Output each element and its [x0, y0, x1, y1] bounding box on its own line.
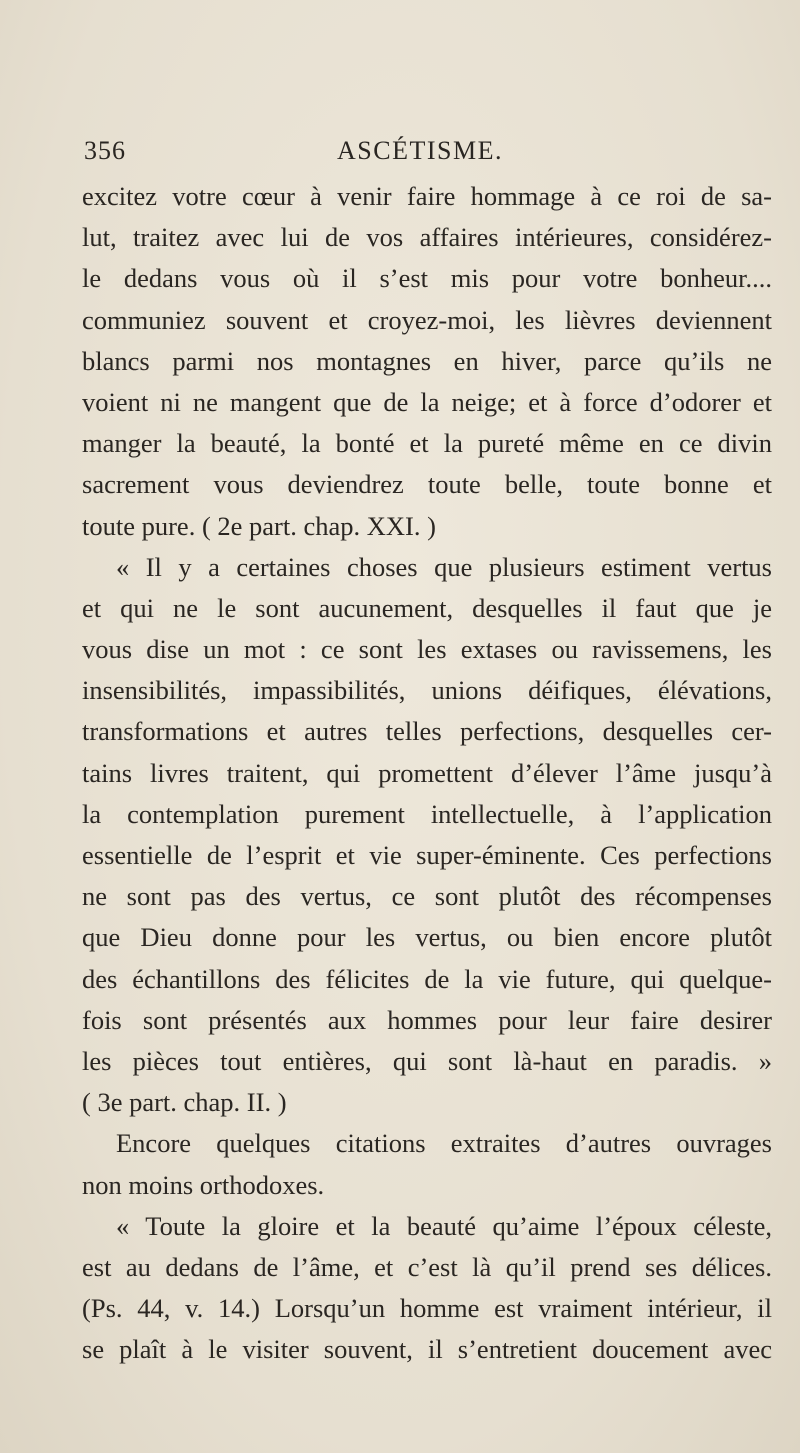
- text-line: ( 3e part. chap. II. ): [82, 1087, 287, 1118]
- text-line: des échantillons des félicites de la vie future, qui quelque-: [82, 963, 772, 994]
- text-line: (Ps. 44, v. 14.) Lorsqu’un homme est vraiment intérieur, il: [82, 1293, 772, 1324]
- page-header: [84, 136, 774, 176]
- text-line: toute pure. ( 2e part. chap. XXI. ): [82, 510, 436, 541]
- page-number: 356: [84, 136, 126, 165]
- text-line: communiez souvent et croyez-moi, les lièvres deviennent: [82, 304, 772, 335]
- text-line: et qui ne le sont aucunement, desquelles il faut que je: [82, 592, 772, 623]
- text-line: non moins orthodoxes.: [82, 1169, 325, 1200]
- text-line: transformations et autres telles perfections, desquelles cer-: [82, 716, 772, 747]
- text-line: blancs parmi nos montagnes en hiver, parce qu’ils ne: [82, 345, 772, 376]
- text-line: Encore quelques citations extraites d’autres ouvrages: [116, 1128, 772, 1159]
- text-line: vous dise un mot : ce sont les extases ou ravissemens, les: [82, 634, 772, 665]
- text-line: voient ni ne mangent que de la neige; et à force d’odorer et: [82, 386, 772, 417]
- text-line: se plaît à le visiter souvent, il s’entretient doucement avec: [82, 1334, 772, 1365]
- text-line: les pièces tout entières, qui sont là-haut en paradis. »: [82, 1045, 772, 1076]
- text-line: ne sont pas des vertus, ce sont plutôt des récompenses: [82, 881, 772, 912]
- text-line: manger la beauté, la bonté et la pureté même en ce divin: [82, 428, 772, 459]
- text-line: sacrement vous deviendrez toute belle, toute bonne et: [82, 469, 772, 500]
- text-line: est au dedans de l’âme, et c’est là qu’il prend ses délices.: [82, 1251, 772, 1282]
- text-line: essentielle de l’esprit et vie super-éminente. Ces perfections: [82, 840, 772, 870]
- text-line: « Il y a certaines choses que plusieurs estiment vertus: [116, 551, 772, 582]
- text-line: insensibilités, impassibilités, unions déifiques, élévations,: [82, 675, 772, 706]
- text-line: la contemplation purement intellectuelle, à l’application: [82, 798, 772, 829]
- running-head: ASCÉTISME.: [337, 136, 503, 165]
- text-line: que Dieu donne pour les vertus, ou bien encore plutôt: [82, 922, 772, 953]
- text-line: fois sont présentés aux hommes pour leur faire desirer: [82, 1004, 772, 1035]
- text-line: lut, traitez avec lui de vos affaires intérieures, considérez-: [82, 222, 772, 253]
- text-line: « Toute la gloire et la beauté qu’aime l’époux céleste,: [116, 1210, 772, 1241]
- text-line: tains livres traitent, qui promettent d’élever l’âme jusqu’à: [82, 757, 772, 788]
- body-text: [82, 176, 772, 1370]
- text-line: le dedans vous où il s’est mis pour votre bonheur....: [82, 263, 772, 294]
- text-line: excitez votre cœur à venir faire hommage à ce roi de sa-: [82, 181, 772, 211]
